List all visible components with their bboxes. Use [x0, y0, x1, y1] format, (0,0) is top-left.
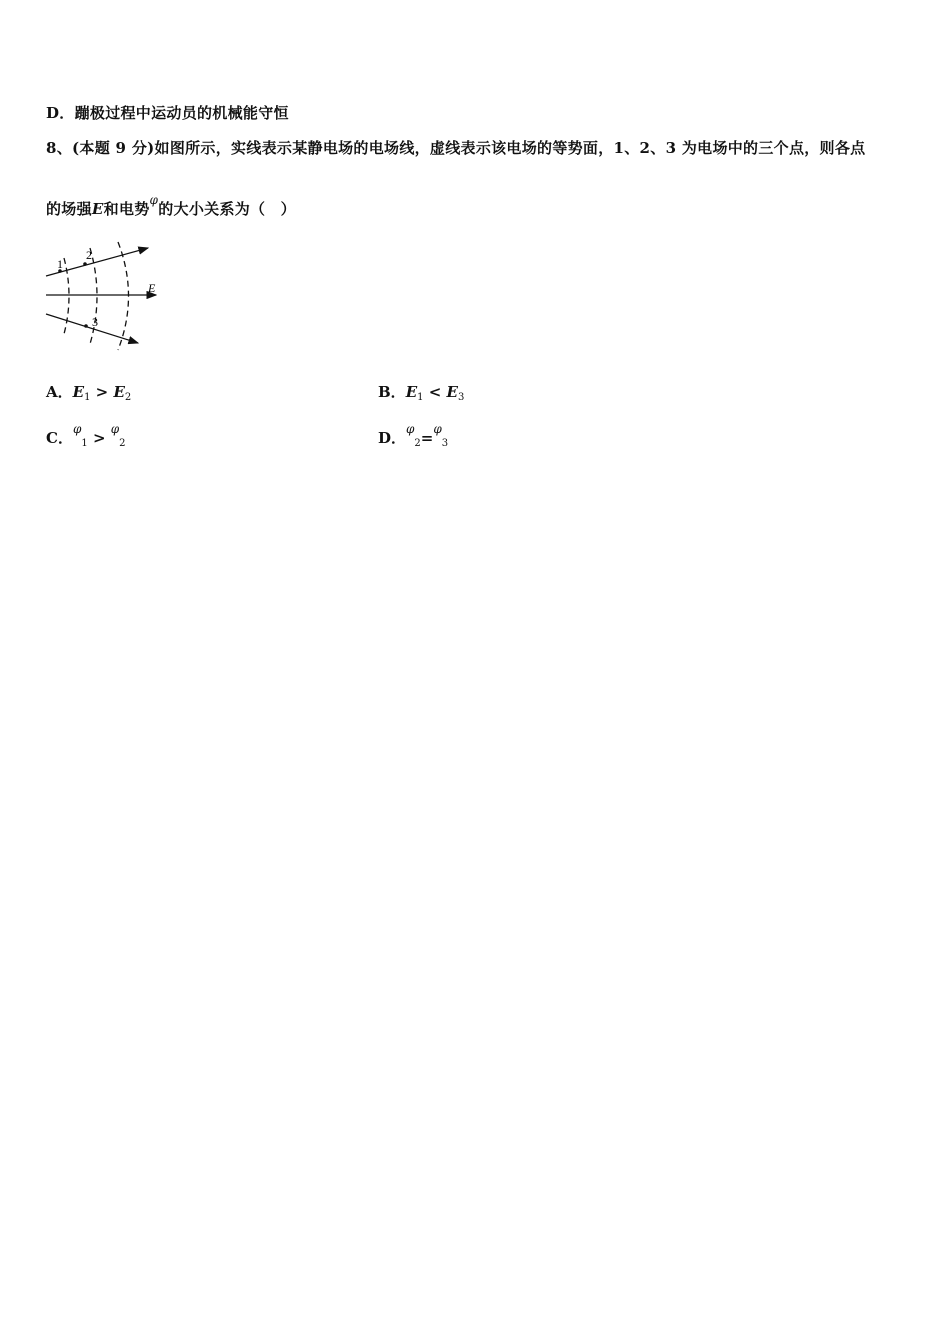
q8-option-a: A．$E_1 > E_2$ — [46, 383, 132, 403]
q8-point-2 — [83, 262, 87, 266]
q8-label-e: E — [148, 281, 156, 295]
q8-option-c: C．$^\varphi_1$ > $^\varphi_2$ — [46, 422, 126, 449]
q8-point-3 — [84, 324, 88, 328]
q8-label-2: 2 — [86, 248, 92, 262]
q8-option-b: B．$E_1 < E_3$ — [378, 383, 465, 403]
q8-label-1: 1 — [57, 257, 63, 271]
q7-option-d: D．蹦极过程中运动员的机械能守恒 — [46, 104, 289, 122]
q8-stem-line2: 的场强E和电势$^\varphi$的大小关系为（ ） — [46, 193, 296, 218]
q8-stem-line1: 8、(本题 9 分)如图所示，实线表示某静电场的电场线，虚线表示该电场的等势面，1、2、3 为电场中的三个点，则各点 — [46, 139, 866, 157]
q8-option-d: D．$^\varphi_2$=$^\varphi_3$ — [378, 422, 449, 449]
q8-label-3: 3 — [92, 315, 98, 329]
q8-field-figure — [40, 240, 170, 350]
q8-equipotential-3 — [118, 242, 129, 350]
